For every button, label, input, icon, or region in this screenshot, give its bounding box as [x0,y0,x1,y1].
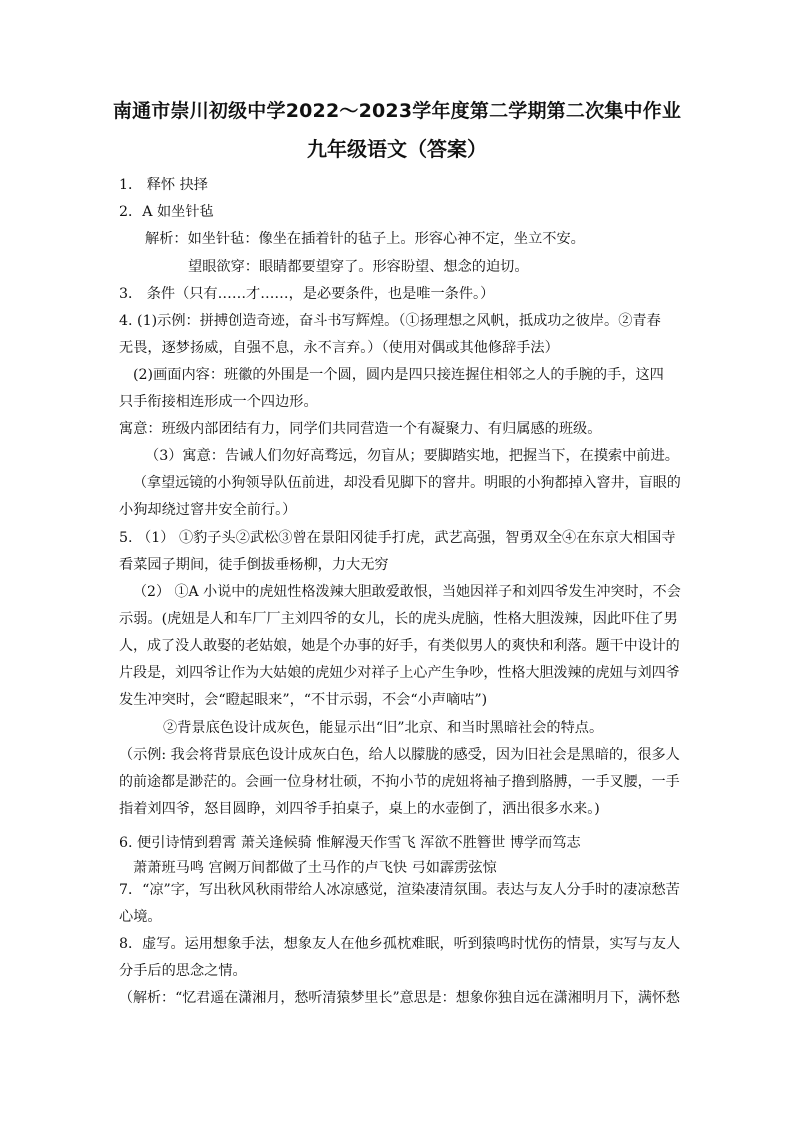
answer-line: 只手衔接相连形成一个四边形。 [119,394,318,410]
answer-line: 7．“凉”字，写出秋风秋雨带给人冰凉感觉，渲染凄清氛围。表达与友人分手时的凄凉愁苦 [119,882,680,898]
answer-line: 分手后的思念之情。 [119,963,247,979]
answer-line: 指着刘四爷，怒目圆睁，刘四爷手拍桌子，桌上的水壶倒了，洒出很多水来。) [119,801,600,817]
answer-line: 4. (1)示例：拼搏创造奇迹，奋斗书写辉煌。（①扬理想之风帆，抵成功之彼岸。②青春 [119,313,661,329]
answer-line: 片段是，刘四爷让作为大姑娘的虎妞少对祥子上心产生争吵，性格大胆泼辣的虎妞与刘四爷 [119,665,680,681]
answer-line: 看菜园子期间，徒手倒拔垂杨柳，力大无穷 [119,557,389,573]
answer-line: （3）寓意：告诫人们勿好高骛远，勿盲从；要脚踏实地，把握当下，在摸索中前进。 [145,448,679,464]
answer-line: 人，成了没人敢娶的老姑娘，她是个办事的好手，有类似男人的爽快和利落。题干中设计的 [119,638,680,654]
answer-line: 寓意：班级内部团结有力，同学们共同营造一个有凝聚力、有归属感的班级。 [119,421,602,437]
document-title: 南通市崇川初级中学2022～2023学年度第二学期第二次集中作业 [112,100,682,122]
answer-line: (2)画面内容：班徽的外围是一个圆，圆内是四只接连握住相邻之人的手腕的手，这四 [133,367,664,383]
answer-line: （2） ①A 小说中的虎妞性格泼辣大胆敢爱敢恨，当她因祥子和刘四爷发生冲突时，不会 [133,584,681,600]
answer-line: （解析：“忆君遥在潇湘月，愁听清猿梦里长”意思是：想象你独自远在潇湘明月下，满怀愁 [119,990,680,1006]
explanation-line: 解析：如坐针毡：像坐在插着针的毡子上。形容心神不定，坐立不安。 [145,231,585,247]
answer-line: （拿望远镜的小狗领导队伍前进，却没看见脚下的窨井。明眼的小狗都掉入窨井，盲眼的 [133,475,681,491]
answer-line: （示例: 我会将背景底色设计成灰白色，给人以朦胧的感受，因为旧社会是黑暗的，很多人 [119,747,680,763]
answer-line: 1． 释怀 抉择 [119,177,208,193]
document-subtitle: 九年级语文（答案） [307,137,487,161]
answer-line: 萧萧班马鸣 宫阙万间都做了土马作的卢飞快 弓如霹雳弦惊 [133,860,497,876]
explanation-line: 望眼欲穿：眼睛都要望穿了。形容盼望、想念的迫切。 [188,259,529,275]
answer-line: 的前途都是渺茫的。会画一位身材壮硕，不拘小节的虎妞将袖子撸到胳膊，一手叉腰，一手 [119,774,680,790]
answer-line: 6. 便引诗情到碧霄 萧关逢候骑 惟解漫天作雪飞 浑欲不胜簪世 博学而笃志 [119,835,581,851]
answer-line: 8．虚写。运用想象手法，想象友人在他乡孤枕难眠，听到猿鸣时忧伤的情景，实写与友人 [119,936,681,952]
answer-line: 3． 条件（只有……才……，是必要条件，也是唯一条件。） [119,286,495,302]
answer-line: 小狗却绕过窨井安全前行。） [119,502,297,518]
answer-line: 发生冲突时，会“瞪起眼来”，“不甘示弱，不会“小声嘀咕”) [119,692,488,708]
answer-line: 无畏，逐梦扬威，自强不息，永不言弃。）（使用对偶或其他修辞手法） [119,340,559,356]
answer-line: ②背景底色设计成灰色，能显示出“旧”北京、和当时黑暗社会的特点。 [163,720,604,736]
answer-line: 心境。 [119,909,162,925]
answer-line: 5. （1） ①豹子头②武松③曾在景阳冈徒手打虎，武艺高强，智勇双全④在东京大相国寺 [119,530,676,546]
answer-line: 2．A 如坐针毡 [119,204,214,220]
answer-line: 示弱。(虎妞是人和车厂厂主刘四爷的女儿，长的虎头虎脑，性格大胆泼辣，因此吓住了男 [119,611,678,627]
